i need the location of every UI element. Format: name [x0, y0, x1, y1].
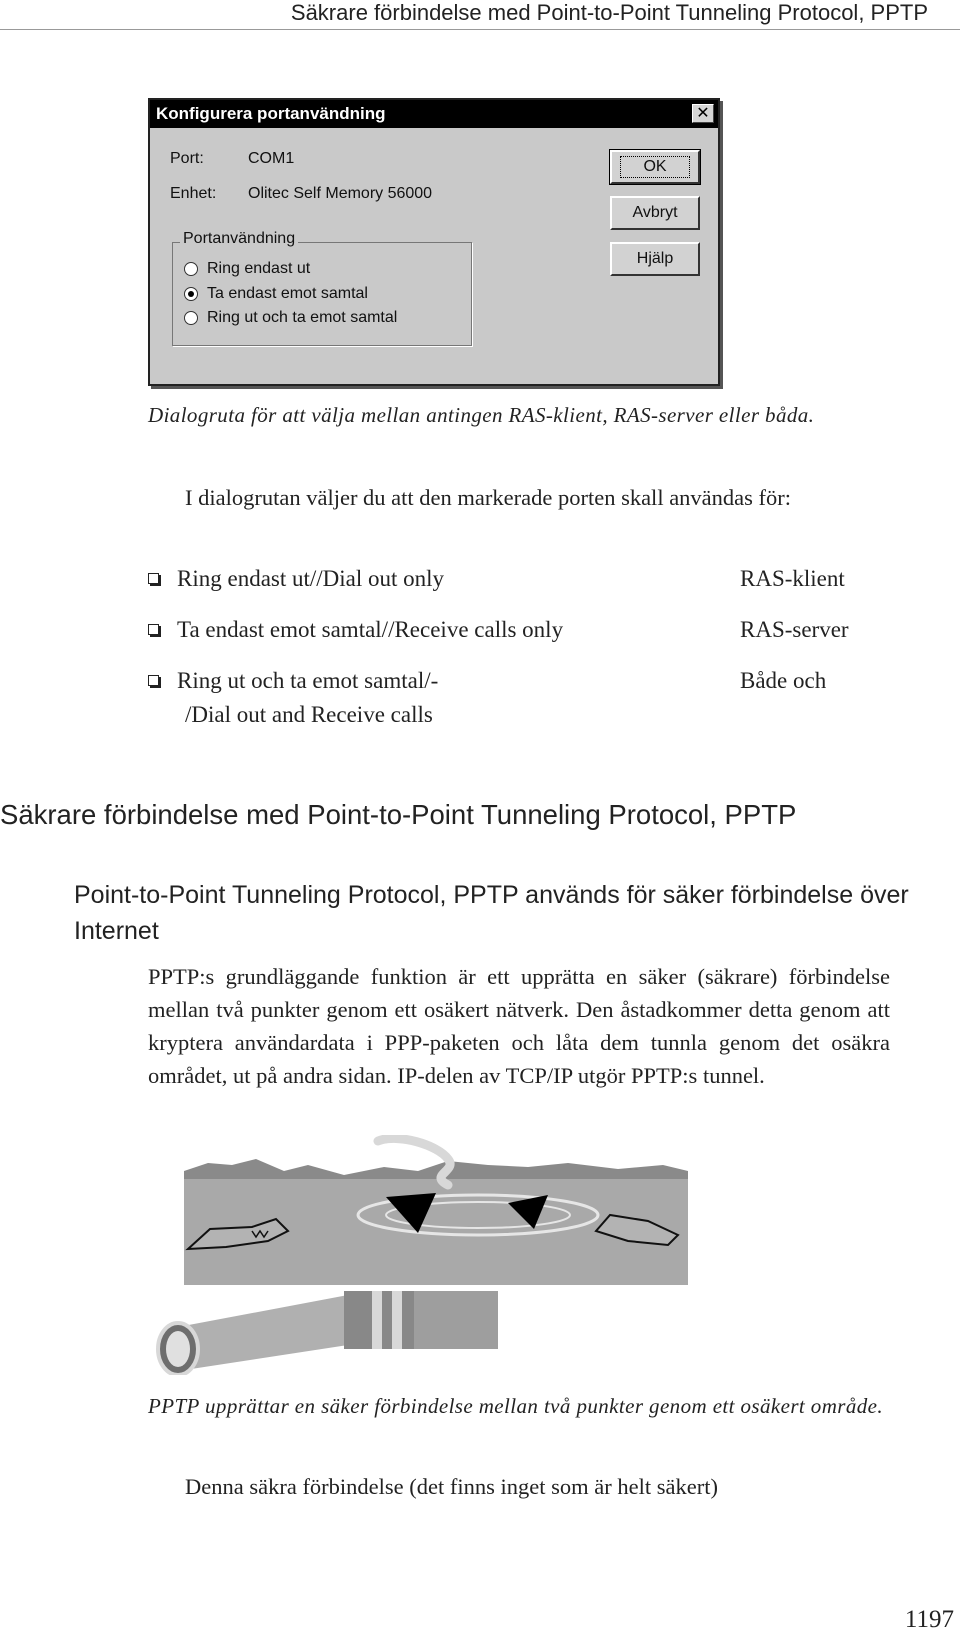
header-rule	[0, 29, 960, 30]
list-item	[148, 668, 438, 694]
port-config-dialog	[148, 98, 720, 386]
radio-label: Ring endast ut	[207, 260, 311, 277]
list-item	[148, 617, 563, 643]
page-number: 1197	[904, 1606, 954, 1633]
section-heading: Säkrare förbindelse med Point-to-Point Tunneling Protocol, PPTP	[0, 799, 797, 830]
radio-receive-only[interactable]	[184, 283, 368, 305]
checkbox-bullet-icon	[148, 624, 159, 635]
figure-caption: PPTP upprättar en säker förbindelse mellan två punkter genom ett osäkert område.	[148, 1394, 884, 1418]
list-item-label: Ring endast ut//Dial out only	[177, 566, 445, 591]
list-item-label: Ring ut och ta emot samtal/-	[177, 668, 439, 693]
pptp-tunnel-illustration	[148, 1135, 708, 1375]
list-item-role: RAS-server	[740, 617, 849, 642]
cancel-button[interactable]: Avbryt	[610, 196, 700, 230]
device-value: Olitec Self Memory 56000	[248, 185, 433, 202]
list-item-continuation: /Dial out and Receive calls	[185, 702, 433, 727]
radio-dial-out-only[interactable]	[184, 258, 310, 280]
device-label: Enhet:	[170, 185, 217, 202]
list-item	[148, 566, 444, 592]
ok-button[interactable]	[610, 150, 700, 184]
list-item-role: RAS-klient	[740, 566, 845, 591]
list-item-role: Både och	[740, 668, 827, 693]
radio-dial-out-and-receive[interactable]	[184, 307, 397, 329]
radio-button[interactable]	[184, 311, 198, 325]
subheading: Point-to-Point Tunneling Protocol, PPTP används för säker förbindelse över Internet	[74, 881, 909, 945]
radio-button-selected[interactable]	[184, 287, 198, 301]
radio-button[interactable]	[184, 262, 198, 276]
radio-label: Ta endast emot samtal	[207, 285, 368, 302]
port-usage-group-label: Portanvändning	[180, 230, 298, 248]
figure-caption: Dialogruta för att välja mellan antingen RAS-klient, RAS-server eller båda.	[148, 403, 815, 427]
port-label: Port:	[170, 150, 204, 167]
checkbox-bullet-icon	[148, 675, 159, 686]
port-value: COM1	[248, 150, 295, 167]
dialog-title: Konfigurera portanvändning	[150, 100, 718, 128]
running-header: Säkrare förbindelse med Point-to-Point Tunneling Protocol, PPTP	[290, 0, 928, 25]
closing-paragraph: Denna säkra förbindelse (det finns inget som är helt säkert)	[185, 1474, 718, 1499]
help-button[interactable]: Hjälp	[610, 242, 700, 276]
body-paragraph: PPTP:s grundläggande funktion är ett upprätta en säker (säkrare) förbindelse mellan två punkter genom ett osäkert nätverk. Den åstadkommer detta genom att kryptera användardata i PPP-paketen och låta dem tunnla genom det osäkra området, ut på andra sidan. IP-delen av TCP/IP utgör PPTP:s tunnel.	[148, 964, 890, 1088]
intro-paragraph: I dialogrutan väljer du att den markerade porten skall användas för:	[185, 485, 792, 510]
checkbox-bullet-icon	[148, 573, 159, 584]
list-item-label: Ta endast emot samtal//Receive calls only	[177, 617, 564, 642]
ok-button-label: OK	[620, 156, 689, 178]
close-icon[interactable]: ✕	[692, 104, 714, 123]
radio-label: Ring ut och ta emot samtal	[207, 309, 398, 326]
